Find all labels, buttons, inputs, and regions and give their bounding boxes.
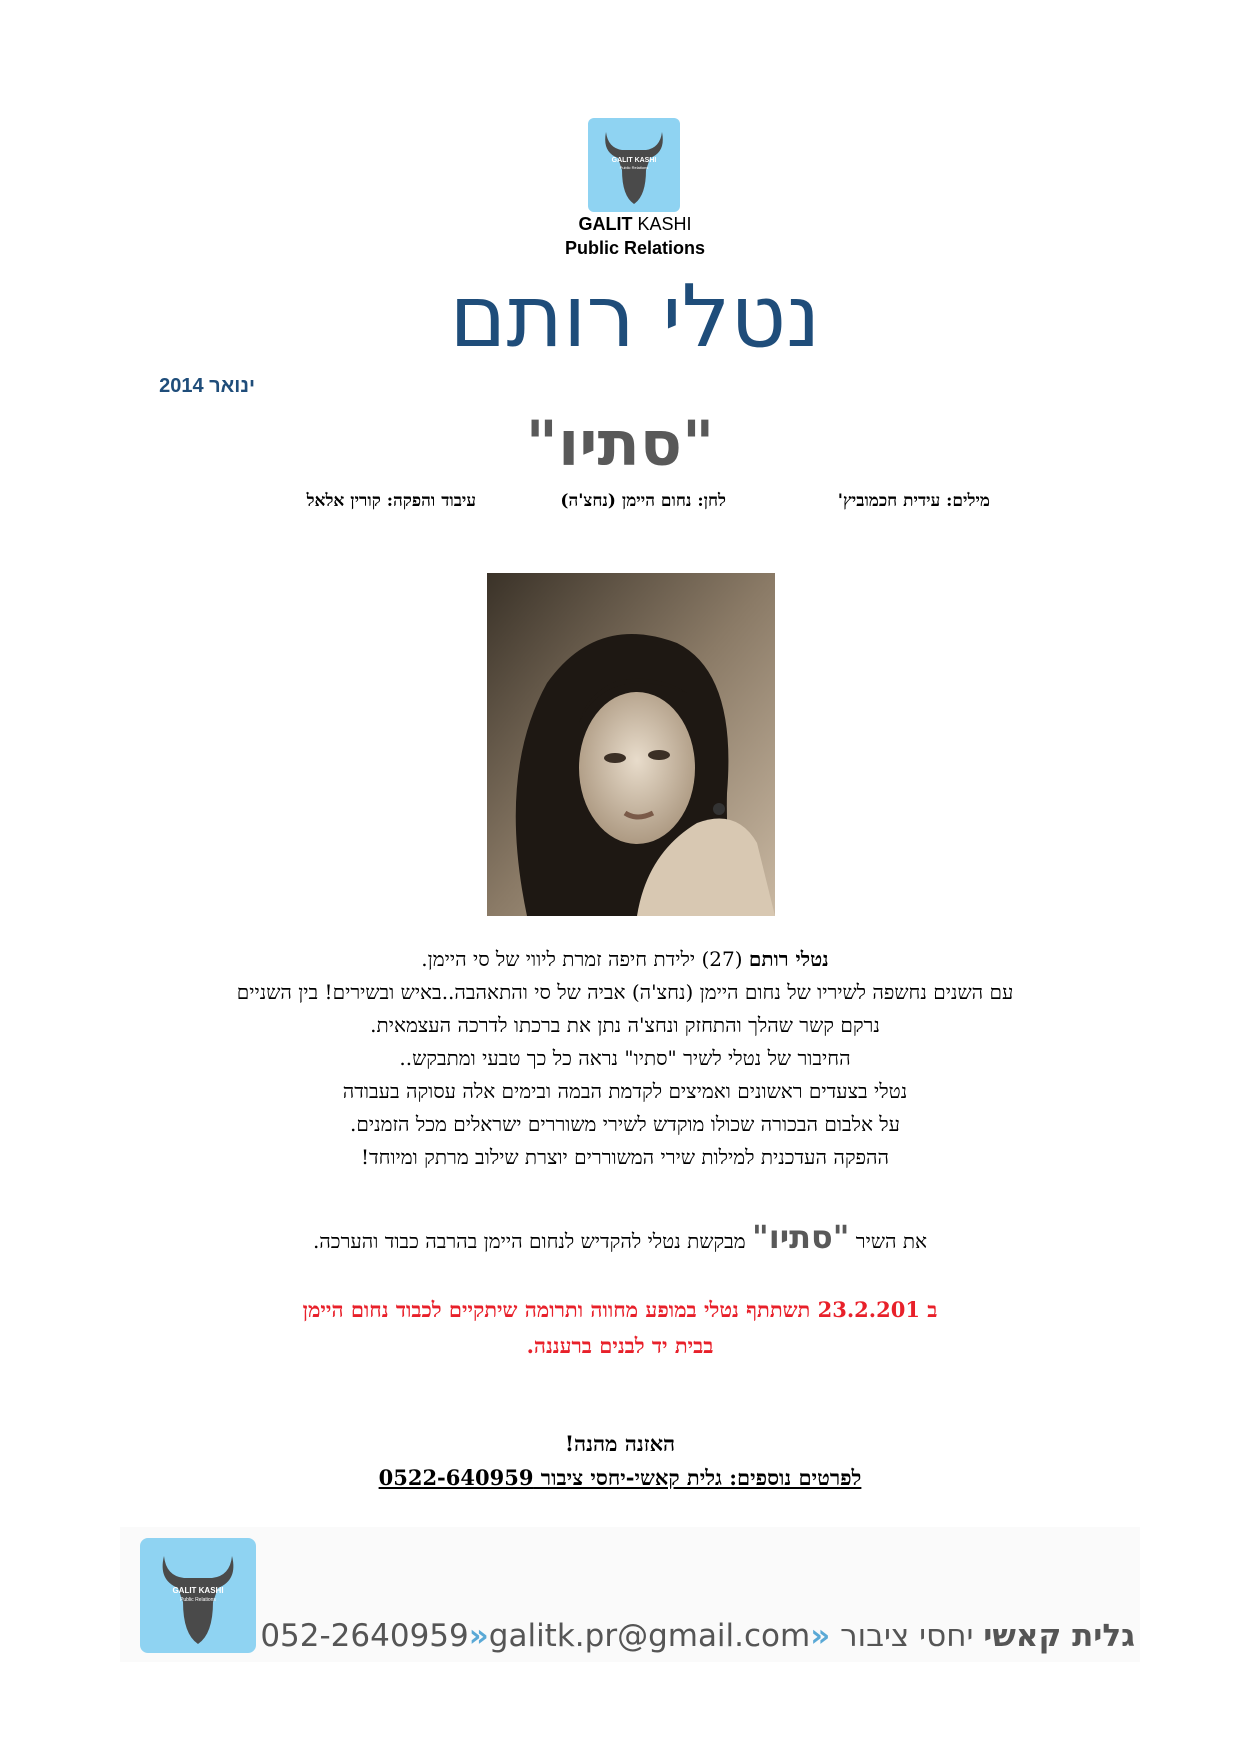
bio-line-2: עם השנים נחשפה לשיריו של נחום היימן (נחצ'ה) אביה של סי והתאהבה..באיש ובשירים! בין השניים bbox=[236, 980, 1014, 1004]
event-line-1: ב 23.2.201 תשתתף נטלי במופע מחווה ותרומה שיתקיים לכבוד נחום היימן bbox=[302, 1297, 938, 1322]
bio-line-3: נרקם קשר שהלך והתחזק ונחצ'ה נתן את ברכתו לדרכה העצמאית. bbox=[370, 1013, 880, 1037]
brand-last: KASHI bbox=[637, 214, 692, 234]
chevron-icon: « bbox=[810, 1618, 831, 1654]
footer-role: יחסי ציבור bbox=[840, 1618, 984, 1654]
brand-sub: Public Relations bbox=[564, 238, 706, 258]
credit-lyrics: מילים: עידית חכמוביץ' bbox=[837, 491, 990, 511]
listen-line: האזנה מהנה! bbox=[564, 1431, 676, 1456]
bio-name: נטלי רותם bbox=[748, 947, 829, 971]
logo-text: GALIT KASHI bbox=[611, 157, 657, 164]
footer-logo-text: GALIT KASHI bbox=[172, 1586, 224, 1595]
footer-phone: 052-2640959 bbox=[260, 1618, 469, 1654]
credit-music: לחן: נחום היימן (נחצ'ה) bbox=[560, 491, 726, 511]
artist-photo bbox=[487, 573, 775, 916]
footer-contact bbox=[260, 1618, 1135, 1664]
brand-name bbox=[470, 212, 800, 260]
contact-line: לפרטים נוספים: גלית קאשי-יחסי ציבור 0522-640959 bbox=[378, 1465, 862, 1490]
bio-line-1: נטלי רותם (27) ילידת חיפה זמרת ליווי של סי היימן. bbox=[421, 947, 829, 971]
event-line-2: בבית יד לבנים ברעננה. bbox=[526, 1333, 714, 1358]
dedication-song: "סתיו" bbox=[752, 1218, 850, 1256]
credit-production: עיבוד והפקה: קורין אלאל bbox=[306, 491, 476, 511]
event-notice bbox=[200, 1292, 1040, 1364]
footer-name: גלית קאשי bbox=[983, 1618, 1135, 1654]
brand-first: GALIT bbox=[578, 214, 633, 234]
footer-email[interactable]: galitk.pr@gmail.com bbox=[488, 1618, 811, 1654]
chevron-icon: « bbox=[468, 1618, 489, 1654]
page-title: נטלי רותם bbox=[449, 267, 821, 367]
footer-logo-subtext: Public Relations bbox=[180, 1597, 216, 1603]
logo-subtext: Public Relations bbox=[619, 165, 649, 170]
bio-line-6: על אלבום הבכורה שכולו מוקדש לשירי משוררים ישראלים מכל הזמנים. bbox=[350, 1112, 900, 1136]
song-title: "סתיו" bbox=[525, 407, 715, 480]
bio-line-7: ההפקה העדכנית למילות שירי המשוררים יוצרת שילוב מרתק ומיוחד! bbox=[360, 1145, 890, 1169]
date: ינואר 2014 bbox=[159, 375, 255, 397]
bio bbox=[120, 943, 1130, 1174]
footer-logo-icon bbox=[140, 1538, 256, 1653]
contact-info bbox=[300, 1427, 940, 1495]
logo-icon bbox=[588, 118, 680, 212]
bio-line-4: החיבור של נטלי לשיר "סתיו" נראה כל כך טבעי ומתבקש.. bbox=[399, 1046, 851, 1070]
bio-line-5: נטלי בצעדים ראשונים ואמיצים לקדמת הבמה ובימים אלה עסוקה בעבודה bbox=[342, 1079, 908, 1103]
dedication: את השיר "סתיו" מבקשת נטלי להקדיש לנחום היימן בהרבה כבוד והערכה. bbox=[312, 1218, 928, 1256]
